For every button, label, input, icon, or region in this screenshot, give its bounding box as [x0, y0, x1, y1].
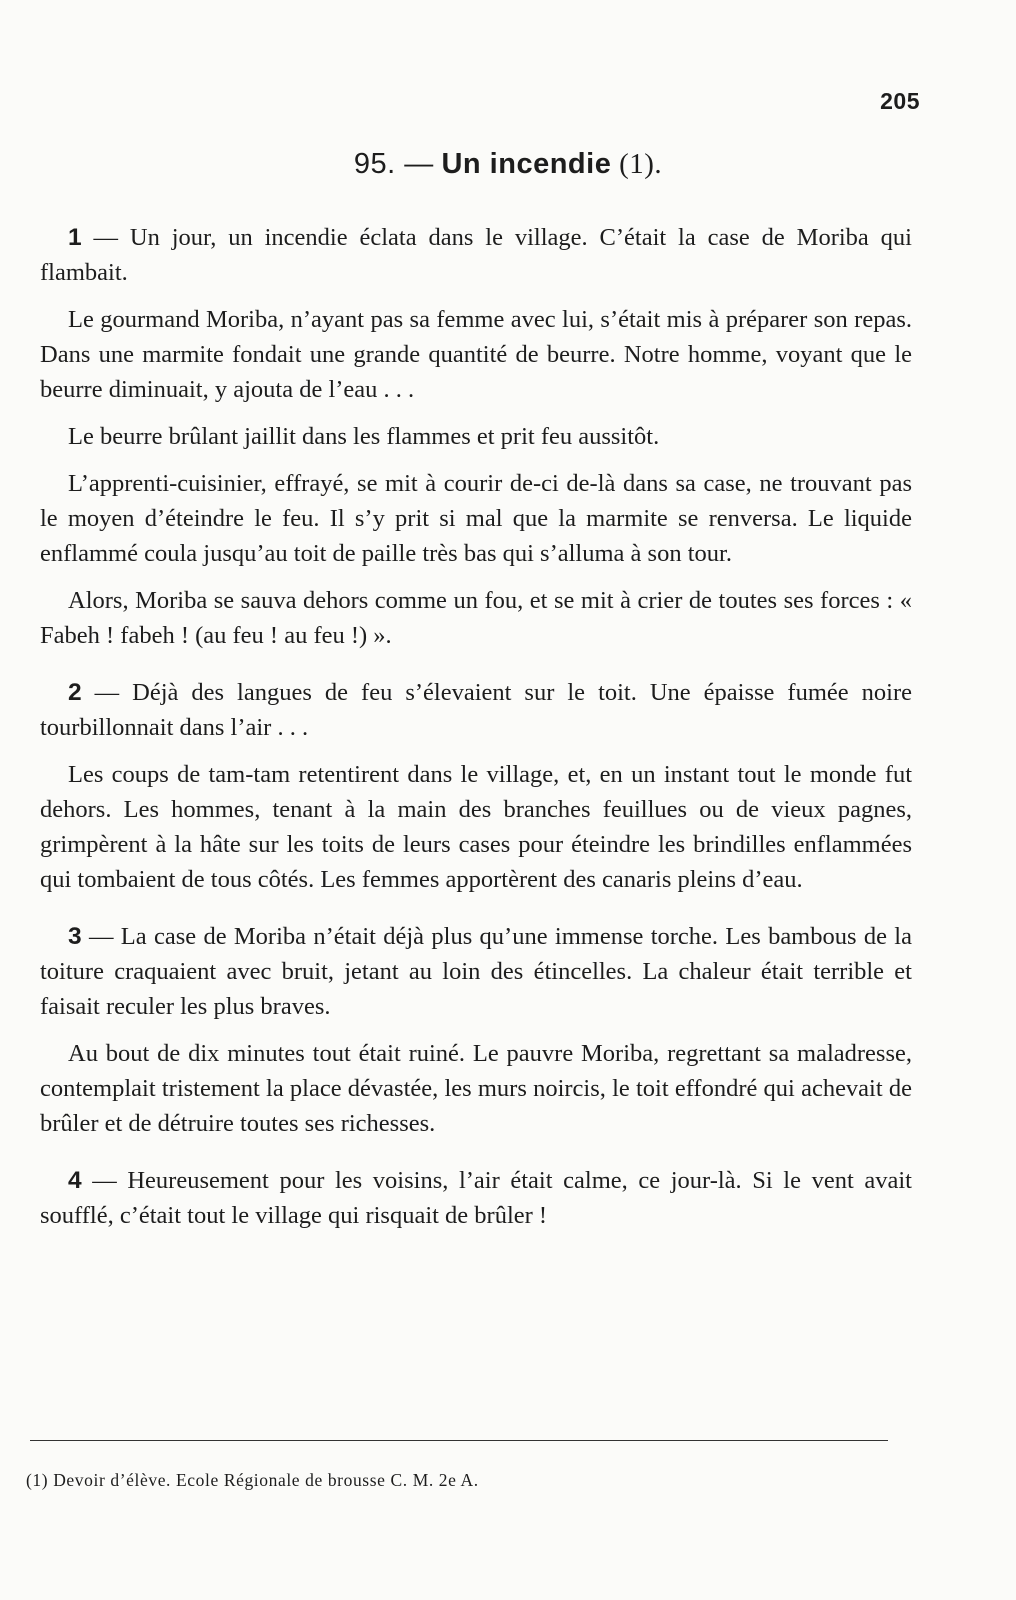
paragraph-text: — Un jour, un incendie éclata dans le village. C’était la case de Moriba qui flambait.: [40, 224, 912, 286]
paragraph-text: Le gourmand Moriba, n’ayant pas sa femme avec lui, s’était mis à préparer son repas. Dans une marmite fondait une grande quantité de beurre. Notre homme, voyant que le beurre diminuait, y ajouta de l’eau . . .: [40, 306, 912, 403]
paragraph: [40, 466, 912, 571]
footnote-text: Devoir d’élève. Ecole Régionale de brousse C. M. 2e A.: [48, 1470, 479, 1490]
paragraph-text: Alors, Moriba se sauva dehors comme un fou, et se mit à crier de toutes ses forces : « Fabeh ! fabeh ! (au feu ! au feu !) ».: [40, 587, 912, 649]
paragraph: [40, 220, 912, 290]
paragraph-text: — Heureusement pour les voisins, l’air était calme, ce jour-là. Si le vent avait soufflé, c’était tout le village qui risquait de brûler !: [40, 1167, 912, 1229]
chapter-number: 95. —: [353, 148, 434, 180]
paragraph: [40, 1036, 912, 1141]
section-number: 1: [68, 224, 82, 251]
footnote-marker: (1): [26, 1470, 49, 1490]
paragraph: [40, 919, 912, 1024]
paragraph: [40, 757, 912, 897]
footnote: [26, 1470, 906, 1491]
paragraph: [40, 1163, 912, 1233]
footnote-reference: (1): [619, 148, 655, 180]
footnote-divider: [30, 1440, 888, 1441]
paragraph-text: Au bout de dix minutes tout était ruiné. Le pauvre Moriba, regrettant sa maladresse, contemplait tristement la place dévastée, les murs noircis, le toit effondré qui achevait de brûler et de détruire toutes ses richesses.: [40, 1040, 912, 1137]
body-text: [40, 220, 912, 1245]
page-number: 205: [880, 88, 920, 114]
paragraph: [40, 419, 912, 454]
paragraph-text: Le beurre brûlant jaillit dans les flammes et prit feu aussitôt.: [68, 423, 660, 450]
chapter-title: Un incendie: [441, 148, 612, 180]
paragraph-text: — La case de Moriba n’était déjà plus qu’une immense torche. Les bambous de la toiture craquaient avec bruit, jetant au loin des étincelles. La chaleur était terrible et faisait reculer les plus braves.: [40, 923, 912, 1020]
paragraph: [40, 675, 912, 745]
section-number: 2: [68, 679, 82, 706]
page-title: [0, 148, 1016, 181]
paragraph-text: Les coups de tam-tam retentirent dans le village, et, en un instant tout le monde fut dehors. Les hommes, tenant à la main des branches feuillues ou de vieux pagnes, grimpèrent à la hâte sur les toits de leurs cases pour éteindre les brindilles enflammées qui tombaient de tous côtés. Les femmes apportèrent des canaris pleins d’eau.: [40, 761, 912, 893]
section-number: 3: [68, 923, 82, 950]
paragraph: [40, 302, 912, 407]
paragraph-text: L’apprenti-cuisinier, effrayé, se mit à courir de-ci de-là dans sa case, ne trouvant pas le moyen d’éteindre le feu. Il s’y prit si mal que la marmite se renversa. Le liquide enflammé coula jusqu’au toit de paille très bas qui s’alluma à son tour.: [40, 470, 912, 567]
paragraph: [40, 583, 912, 653]
title-period: .: [654, 148, 663, 180]
section-number: 4: [68, 1167, 82, 1194]
paragraph-text: — Déjà des langues de feu s’élevaient sur le toit. Une épaisse fumée noire tourbillonnait dans l’air . . .: [40, 679, 912, 741]
